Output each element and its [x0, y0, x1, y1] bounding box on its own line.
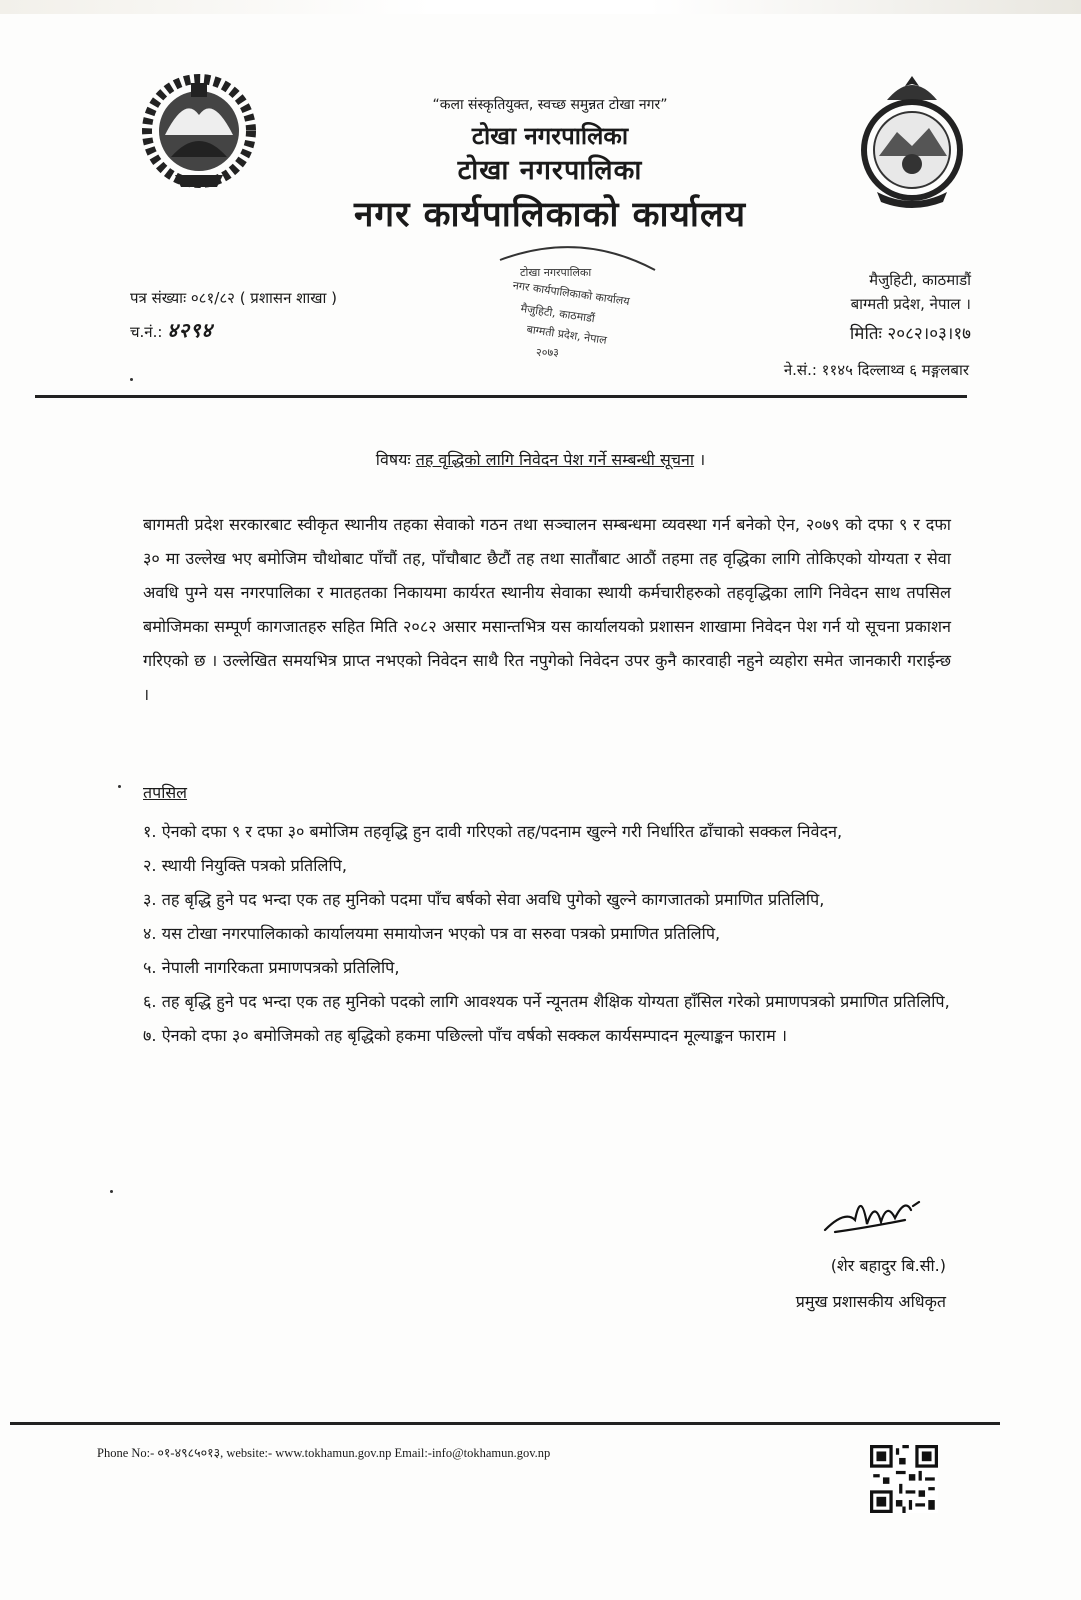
letterhead: [260, 95, 840, 237]
notice-body: [143, 508, 951, 712]
tokha-municipality-logo-icon: [857, 72, 967, 212]
municipality-name-stylized: टोखा नगरपालिका: [457, 155, 643, 186]
list-item: ७. ऐनको दफा ३० बमोजिमको तह बृद्धिको हकमा पछिल्लो पाँच वर्षको सक्कल कार्यसम्पादन मूल्याङ्कन फाराम ।: [143, 1026, 788, 1045]
dispatch-number-row: [130, 314, 337, 348]
scan-speck: [130, 378, 133, 381]
signature: [815, 1180, 925, 1245]
subject-label: विषयः: [375, 450, 411, 469]
body-paragraph: बागमती प्रदेश सरकारबाट स्वीकृत स्थानीय तहका सेवाको गठन तथा सञ्चालन सम्बन्धमा व्यवस्था गर्न बनेको ऐन, २०७९ को दफा ९ र दफा ३० मा उल्लेख भए बमोजिम चौथोबाट पाँचौं तह, पाँचौबाट छैटौं तह तथा सातौंबाट आठौं तहमा तह वृद्धिका लागि तोकिएको योग्यता र सेवा अवधि पुग्ने यस नगरपालिका र मातहतका निकायमा कार्यरत स्थानीय सेवाका स्थायी कर्मचारीहरुको तहवृद्धिका लागि निवेदन साथ तपसिल बमोजिमका सम्पूर्ण कागजातहरु सहित मिति २०८२ असार मसान्तभित्र यस कार्यालयको प्रशासन शाखामा निवेदन पेश गर्न यो सूचना प्रकाशन गरिएको छ । उल्लेखित समयभित्र प्राप्त नभएको निवेदन साथै रित नपुगेको निवेदन उपर कुनै कारवाही नहुने व्यहोरा समेत जानकारी गराईन्छ ।: [143, 515, 951, 704]
list-item: २. स्थायी नियुक्ति पत्रको प्रतिलिपि,: [143, 856, 347, 875]
scan-speck: [118, 785, 121, 788]
list-item: ३. तह बृद्धि हुने पद भन्दा एक तह मुनिको पदमा पाँच बर्षको सेवा अवधि पुगेको खुल्ने कागजातको प्रमाणित प्रतिलिपि,: [143, 890, 825, 909]
scan-speck: [110, 1190, 113, 1193]
dispatch-number: ४२९४: [167, 318, 213, 342]
municipality-name: टोखा नगरपालिका: [471, 122, 629, 150]
signatory-title: प्रमुख प्रशासकीय अधिकृत: [795, 1292, 946, 1311]
letter-number: पत्र संख्याः ०८१/८२ ( प्रशासन शाखा ): [130, 289, 338, 307]
list-item: ५. नेपाली नागरिकता प्रमाणपत्रको प्रतिलिपि,: [143, 958, 400, 977]
document-list: [143, 815, 951, 1053]
stamp-line-5: २०७३: [536, 346, 559, 359]
list-item: ६. तह बृद्धि हुने पद भन्दा एक तह मुनिको पदको लागि आवश्यक पर्ने न्यूनतम शैक्षिक योग्यता हाँसिल गरेको प्रमाणपत्रको प्रमाणित प्रतिलिपि,: [143, 992, 950, 1011]
list-item: ४. यस टोखा नगरपालिकाको कार्यालयमा समायोजन भएको पत्र वा सरुवा पत्रको प्रमाणित प्रतिलिपि,: [143, 924, 721, 943]
office-name: नगर कार्यपालिकाको कार्यालय: [353, 195, 747, 235]
subject-text: तह वृद्धिको लागि निवेदन पेश गर्ने सम्बन्धी सूचना: [415, 450, 695, 469]
nepal-emblem-icon: [135, 65, 263, 195]
scan-edge: [0, 0, 1081, 14]
address-line-1: मैजुहिटी, काठमाडौं: [869, 271, 971, 289]
nepal-sambat-date: ने.सं.: ११४५ दिल्लाथ्व ६ मङ्गलबार: [783, 361, 969, 379]
office-address: [850, 268, 971, 346]
stamp-line-1: टोखा नगरपालिका: [520, 266, 592, 279]
office-stamp: [490, 240, 665, 370]
qr-code-icon: [870, 1445, 938, 1513]
header-divider: [35, 395, 967, 398]
footer-divider: [10, 1422, 1000, 1425]
subject-line: [0, 448, 1081, 470]
tapasil-heading: तपसिल: [143, 783, 188, 802]
stamp-line-2: नगर कार्यपालिकाको कार्यालय: [511, 278, 631, 309]
letter-reference: [130, 282, 337, 348]
dispatch-label: च.नं.:: [130, 323, 163, 341]
subject-end: ।: [694, 450, 706, 469]
letter-date: मितिः २०८२।०३।१७: [849, 324, 971, 344]
motto: “कला संस्कृतियुक्त, स्वच्छ समुन्नत टोखा नगर”: [432, 97, 668, 113]
address-line-2: बाग्मती प्रदेश, नेपाल ।: [850, 295, 971, 313]
stamp-line-3: मैजुहिटी, काठमाडौं: [519, 301, 596, 326]
stamp-line-4: बाग्मती प्रदेश, नेपाल: [525, 322, 608, 347]
list-item: १. ऐनको दफा ९ र दफा ३० बमोजिम तहवृद्धि हुन दावी गरिएको तह/पदनाम खुल्ने गरी निर्धारित ढाँचाको सक्कल निवेदन,: [143, 822, 843, 841]
signatory-name: (शेर बहादुर बि.सी.): [830, 1256, 946, 1275]
footer-contact: Phone No:- ०१-४९८५०१३, website:- www.tokhamun.gov.np Email:-info@tokhamun.gov.np: [97, 1446, 551, 1460]
